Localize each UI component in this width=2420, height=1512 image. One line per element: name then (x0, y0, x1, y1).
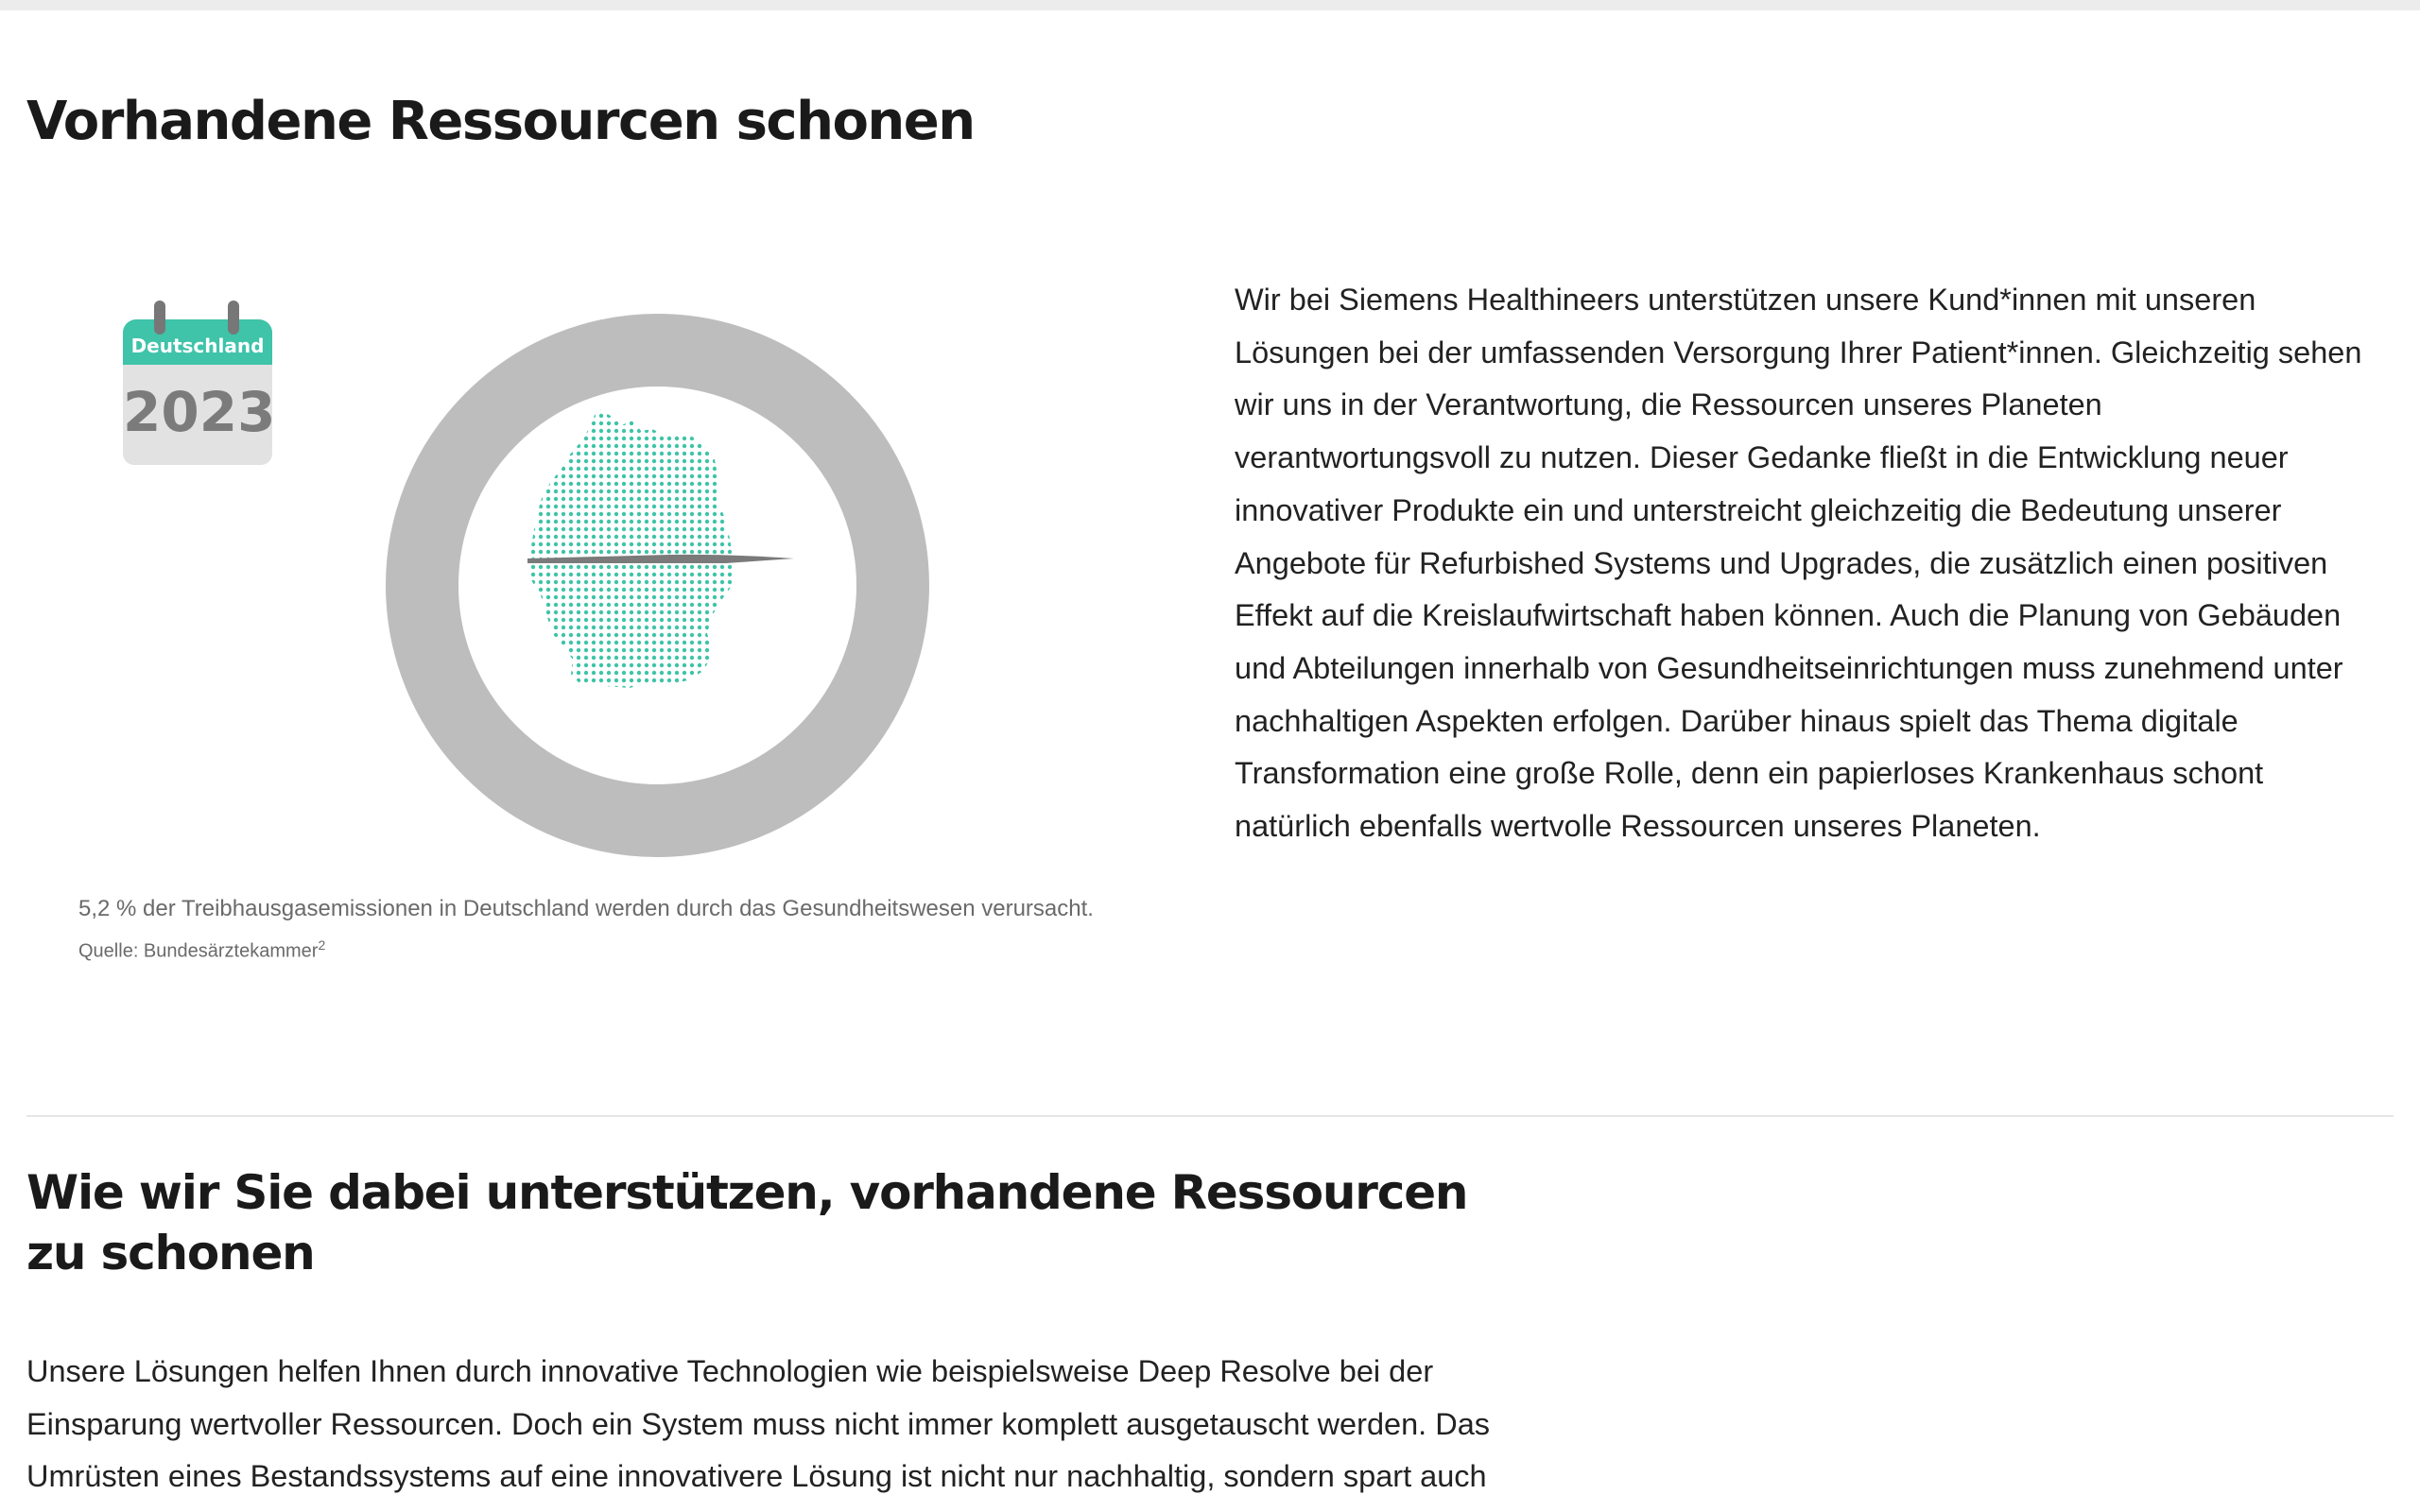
calendar-ring (154, 301, 165, 335)
germany-map (518, 399, 745, 701)
calendar-icon (123, 301, 276, 465)
top-bar (0, 0, 2420, 10)
calendar-label: Deutschland (123, 319, 272, 365)
infographic-caption: 5,2 % der Treibhausgasemissionen in Deutschland werden durch das Gesundheitswesen verursacht. (78, 896, 1094, 921)
section-divider (26, 1115, 2394, 1117)
footnote-link[interactable]: 2 (318, 937, 326, 953)
emissions-infographic (386, 314, 929, 857)
source-label: Quelle: Bundesärztekammer (78, 940, 319, 962)
intro-paragraph: Wir bei Siemens Healthineers unterstützen unsere Kund*innen mit unseren Lösungen bei der umfassenden Versorgung Ihrer Patient*innen. Gleichzeitig sehen wir uns in der Verantwortung, die Ressourcen unseres Planeten verantwortungsvoll zu nutzen. Dieser Gedanke fließt in die Entwicklung neuer innovativer Produkte ein und unterstreicht gleichzeitig die Bedeutung unserer Angebote für Refurbished Systems und Upgrades, die zusätzlich einen positiven Effekt auf die Kreislaufwirtschaft haben können. Auch die Planung von Gebäuden und Abteilungen innerhalb von Gesundheitseinrichtungen muss zunehmend unter nachhaltigen Aspekten erfolgen. Darüber hinaus spielt das Thema digitale Transformation eine große Rolle, denn ein papierloses Krankenhaus schont natürlich ebenfalls wertvolle Ressourcen unseres Planeten. (1235, 283, 2362, 844)
calendar-ring (228, 301, 239, 335)
section-heading: Vorhandene Ressourcen schonen (26, 91, 975, 152)
support-paragraph: Unsere Lösungen helfen Ihnen durch innovative Technologien wie beispielsweise Deep Resolve bei der Einsparung wertvoller Ressourcen. Doch ein System muss nicht immer komplett ausgetauscht werden. Das Umrüsten eines Bestandssystems auf eine innovativere Lösung ist nicht nur nachhaltig, sondern spart auch (26, 1354, 1491, 1494)
source-note (78, 937, 325, 963)
calendar-year: 2023 (123, 365, 272, 465)
section-heading-2: Wie wir Sie dabei unterstützen, vorhandene Ressourcen zu schonen (26, 1165, 1468, 1280)
